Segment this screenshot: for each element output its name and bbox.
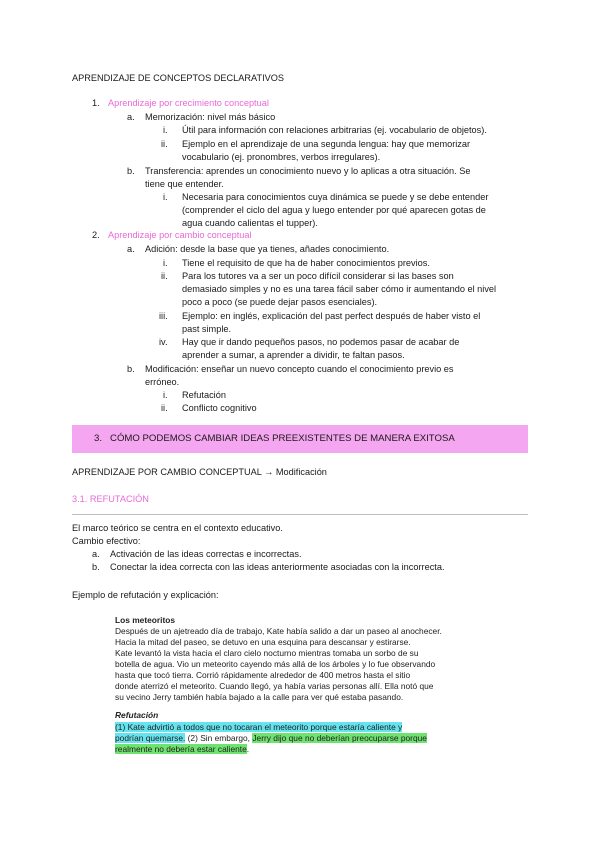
list-marker: i. <box>163 125 168 135</box>
list-item: Hay que ir dando pequeños pasos, no podemos pasar de acabar de <box>182 337 460 347</box>
list-item-continued: poco a poco (se puede dejar pasos esenciales). <box>182 297 378 307</box>
list-item-continued: erróneo. <box>145 377 180 387</box>
example-heading: Ejemplo de refutación y explicación: <box>72 590 219 600</box>
excerpt-image <box>115 612 445 762</box>
list-item-continued: (comprender el ciclo del agua y luego entender por qué aparecen gotas de <box>182 205 486 215</box>
list-item-continued: tiene que entender. <box>145 179 224 189</box>
list-marker: a. <box>92 549 100 559</box>
list-item: Necesaria para conocimientos cuya dinámica se puede y se debe entender <box>182 192 489 202</box>
list-item: Modificación: enseñar un nuevo concepto cuando el conocimiento previo es <box>145 364 454 374</box>
section-2-heading: Aprendizaje por cambio conceptual <box>108 230 252 240</box>
highlight-cyan: (1) Kate advirtió a todos que no tocaran el meteorito porque estaría caliente y <box>115 722 403 732</box>
list-number-1: 1. <box>92 98 100 108</box>
refutation-text: (2) Sin embargo, <box>185 733 253 743</box>
list-item: Transferencia: aprendes un conocimiento nuevo y lo aplicas a otra situación. Se <box>145 166 471 176</box>
excerpt-line: Kate levantó la vista hacia el claro cielo nocturno mientras tomaba un sorbo de su <box>115 648 419 658</box>
excerpt-line: su vecino Jerry también había bajado a la calle para ver qué estaba pasando. <box>115 692 404 702</box>
excerpt-line: hasta que tocó tierra. Corrió rápidamente alrededor de 400 metros hasta el sitio <box>115 670 411 680</box>
list-marker: ii. <box>161 403 168 413</box>
list-item-continued: vocabulario (ej. pronombres, verbos irregulares). <box>182 152 381 162</box>
list-marker: a. <box>127 112 135 122</box>
list-item: Para los tutores va a ser un poco difícil considerar si las bases son <box>182 271 454 281</box>
section-1-heading: Aprendizaje por crecimiento conceptual <box>108 98 269 108</box>
list-item: Útil para información con relaciones arbitrarias (ej. vocabulario de objetos). <box>182 125 487 135</box>
highlight-green: Jerry dijo que no deberían preocuparse porque <box>252 733 427 743</box>
refutation-line <box>115 722 402 732</box>
list-marker: ii. <box>161 271 168 281</box>
list-marker: i. <box>163 390 168 400</box>
list-marker: b. <box>92 562 100 572</box>
section-3-banner <box>72 425 528 453</box>
paragraph: Cambio efectivo: <box>72 536 141 546</box>
list-item: Memorización: nivel más básico <box>145 112 276 122</box>
list-item-continued: past simple. <box>182 324 232 334</box>
subsection-heading: 3.1. REFUTACIÓN <box>72 494 149 504</box>
list-marker: iv. <box>159 337 168 347</box>
list-item: Ejemplo: en inglés, explicación del past perfect después de haber visto el <box>182 311 481 321</box>
list-item: Tiene el requisito de que ha de haber conocimientos previos. <box>182 258 430 268</box>
refutation-line <box>115 744 249 754</box>
list-marker: i. <box>163 258 168 268</box>
section-3-heading <box>94 433 455 444</box>
refutation-line <box>115 733 427 743</box>
list-item: Conflicto cognitivo <box>182 403 257 413</box>
excerpt-line: botella de agua. Vio un meteorito cayendo más allá de los árboles y lo fue observando <box>115 659 436 669</box>
section-3-number: 3. <box>94 433 103 444</box>
list-item: Ejemplo en el aprendizaje de una segunda lengua: hay que memorizar <box>182 139 471 149</box>
paragraph: El marco teórico se centra en el contexto educativo. <box>72 523 283 533</box>
section-3-text: CÓMO PODEMOS CAMBIAR IDEAS PREEXISTENTES DE MANERA EXITOSA <box>110 433 455 444</box>
list-item: Refutación <box>182 390 226 400</box>
subtitle: APRENDIZAJE POR CAMBIO CONCEPTUAL → Modificación <box>72 467 327 477</box>
list-marker: b. <box>127 166 135 176</box>
list-marker: b. <box>127 364 135 374</box>
list-item-continued: agua cuando calientas el tupper). <box>182 218 318 228</box>
excerpt-title: Los meteoritos <box>115 615 176 625</box>
list-number-2: 2. <box>92 230 100 240</box>
highlight-cyan: podrían quemarse. <box>115 733 186 743</box>
refutation-title: Refutación <box>115 710 159 720</box>
excerpt-line: donde aterrizó el meteorito. Cuando llegó, ya había varias personas allí. Ella notó que <box>115 681 434 691</box>
list-item-continued: demasiado simples y no es una tarea fácil saber cómo ir aumentando el nivel <box>182 284 497 294</box>
highlight-green: realmente no debería estar caliente <box>115 744 247 754</box>
list-item: Conectar la idea correcta con las ideas anteriormente asociadas con la incorrecta. <box>110 562 445 572</box>
excerpt-line: Hacia la mitad del paseo, se detuvo en una esquina para descansar y estirarse. <box>115 637 411 647</box>
list-marker: iii. <box>159 311 168 321</box>
list-marker: ii. <box>161 139 168 149</box>
list-marker: a. <box>127 244 135 254</box>
excerpt-line: Después de un ajetreado día de trabajo, Kate había salido a dar un paseo al anochecer. <box>115 626 442 636</box>
list-item: Adición: desde la base que ya tienes, añades conocimiento. <box>145 244 390 254</box>
list-marker: i. <box>163 192 168 202</box>
refutation-text: . <box>246 744 250 754</box>
divider <box>72 514 528 515</box>
list-item: Activación de las ideas correctas e incorrectas. <box>110 549 302 559</box>
list-item-continued: aprender a sumar, a aprender a dividir, te faltan pasos. <box>182 350 405 360</box>
page-title: APRENDIZAJE DE CONCEPTOS DECLARATIVOS <box>72 73 285 83</box>
